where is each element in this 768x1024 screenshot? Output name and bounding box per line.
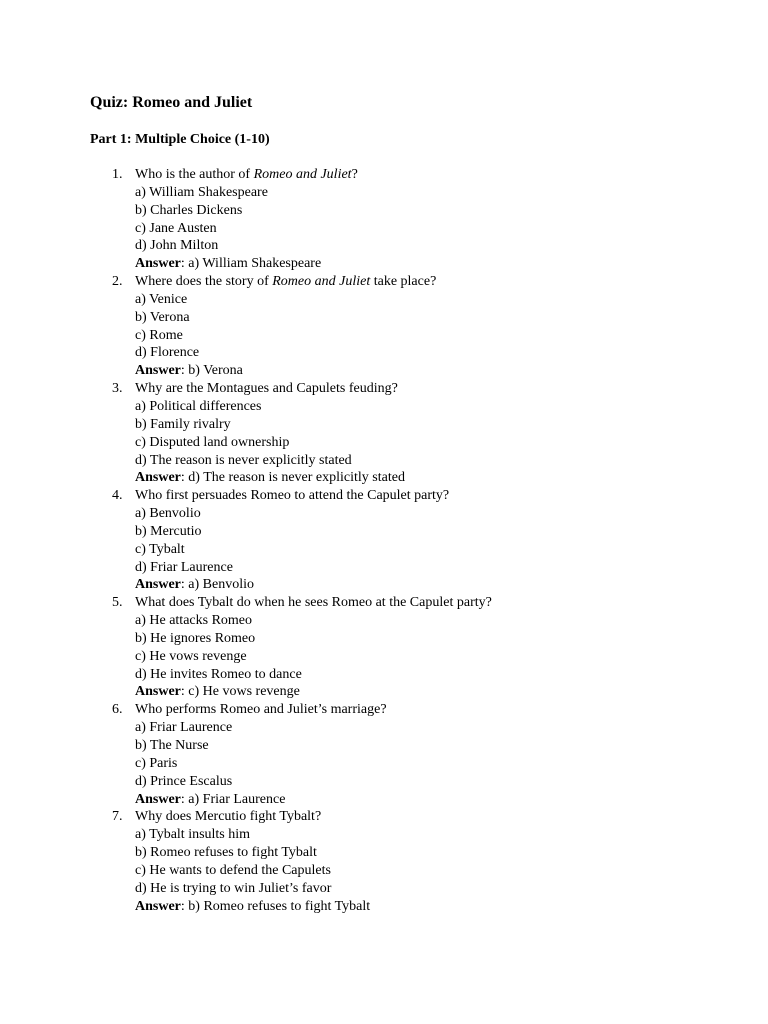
answer-option: a) Benvolio bbox=[135, 506, 201, 522]
work-title-italic: Romeo and Juliet bbox=[253, 167, 352, 182]
answer-line bbox=[135, 791, 690, 809]
answer-label: Answer bbox=[135, 470, 181, 486]
question-text-part: Why does Mercutio fight Tybalt? bbox=[135, 809, 322, 825]
question-number: 6. bbox=[112, 702, 123, 718]
answer-label: Answer bbox=[135, 898, 181, 914]
question-text-part: Who performs Romeo and Juliet’s marriage? bbox=[135, 702, 387, 718]
answer-option: b) Verona bbox=[135, 309, 190, 325]
question-item bbox=[90, 273, 690, 380]
answer-line bbox=[135, 362, 690, 380]
answer-option: c) Jane Austen bbox=[135, 220, 217, 236]
answer-option: a) Venice bbox=[135, 291, 188, 307]
answer-option: b) The Nurse bbox=[135, 738, 209, 753]
answer-option: c) Tybalt bbox=[135, 541, 185, 557]
question-text bbox=[135, 594, 690, 612]
question-item bbox=[90, 808, 690, 915]
answer-option: c) He vows revenge bbox=[135, 648, 247, 664]
answer-option: b) Family rivalry bbox=[135, 416, 231, 432]
question-text bbox=[135, 273, 690, 291]
work-title-italic: Romeo and Juliet bbox=[272, 274, 371, 290]
answer-option: a) William Shakespeare bbox=[135, 184, 268, 200]
answer-label: Answer bbox=[135, 791, 181, 807]
question-item bbox=[90, 594, 690, 701]
answer-label: Answer bbox=[135, 577, 181, 593]
answer-label: Answer bbox=[135, 363, 181, 379]
answer-option: a) Friar Laurence bbox=[135, 720, 233, 736]
answer-label: Answer bbox=[135, 256, 181, 272]
question-number: 3. bbox=[112, 381, 123, 397]
answer-option: a) He attacks Romeo bbox=[135, 613, 253, 629]
answer-line bbox=[135, 255, 690, 273]
answer-option: c) Paris bbox=[135, 755, 178, 771]
answer-option: c) Rome bbox=[135, 327, 183, 343]
answer-option: c) He wants to defend the Capulets bbox=[135, 862, 331, 878]
question-number: 7. bbox=[112, 809, 123, 825]
question-text-part: What does Tybalt do when he sees Romeo at the Capulet party? bbox=[135, 595, 492, 611]
answer-option: d) Florence bbox=[135, 345, 200, 361]
answer-value: : a) William Shakespeare bbox=[180, 256, 322, 272]
question-text-part: Where does the story of bbox=[135, 274, 273, 290]
answer-line bbox=[135, 683, 690, 701]
part-heading: Part 1: Multiple Choice (1-10) bbox=[90, 132, 270, 147]
question-item bbox=[90, 487, 690, 594]
question-number: 1. bbox=[112, 167, 123, 182]
document-page bbox=[90, 92, 690, 915]
answer-option: d) Friar Laurence bbox=[135, 559, 233, 575]
answer-option: d) He invites Romeo to dance bbox=[135, 666, 302, 682]
question-text bbox=[135, 380, 690, 398]
answer-line bbox=[135, 469, 690, 487]
question-item bbox=[90, 166, 690, 273]
question-text-part: take place? bbox=[370, 274, 437, 290]
answer-option: b) He ignores Romeo bbox=[135, 630, 256, 646]
question-text bbox=[135, 166, 690, 184]
answer-option: b) Charles Dickens bbox=[135, 202, 243, 218]
answer-value: : c) He vows revenge bbox=[180, 684, 300, 700]
question-list bbox=[90, 166, 690, 915]
answer-value: : b) Romeo refuses to fight Tybalt bbox=[180, 898, 371, 914]
question-text bbox=[135, 808, 690, 826]
question-number: 5. bbox=[112, 595, 123, 611]
answer-label: Answer bbox=[135, 684, 181, 700]
question-item bbox=[90, 701, 690, 808]
answer-value: : a) Friar Laurence bbox=[180, 791, 286, 807]
answer-line bbox=[135, 898, 690, 916]
question-text bbox=[135, 487, 690, 505]
question-number: 2. bbox=[112, 274, 123, 290]
answer-value: : a) Benvolio bbox=[180, 577, 254, 593]
answer-option: c) Disputed land ownership bbox=[135, 434, 290, 450]
question-text-part: Who is the author of bbox=[135, 167, 254, 182]
answer-option: b) Mercutio bbox=[135, 523, 202, 539]
answer-option: d) Prince Escalus bbox=[135, 773, 233, 789]
answer-line bbox=[135, 576, 690, 594]
question-text-part: ? bbox=[351, 167, 358, 182]
question-item bbox=[90, 380, 690, 487]
quiz-title: Quiz: Romeo and Juliet bbox=[90, 94, 253, 111]
answer-value: : d) The reason is never explicitly stated bbox=[180, 470, 405, 486]
answer-value: : b) Verona bbox=[180, 363, 243, 379]
question-text-part: Who first persuades Romeo to attend the Capulet party? bbox=[135, 488, 450, 504]
question-number: 4. bbox=[112, 488, 123, 504]
answer-option: d) John Milton bbox=[135, 238, 219, 254]
answer-option: d) The reason is never explicitly stated bbox=[135, 452, 352, 468]
answer-option: a) Tybalt insults him bbox=[135, 827, 251, 843]
answer-option: d) He is trying to win Juliet’s favor bbox=[135, 880, 332, 896]
answer-option: b) Romeo refuses to fight Tybalt bbox=[135, 845, 317, 861]
question-text bbox=[135, 701, 690, 719]
answer-option: a) Political differences bbox=[135, 398, 262, 414]
question-text-part: Why are the Montagues and Capulets feuding? bbox=[135, 381, 398, 397]
